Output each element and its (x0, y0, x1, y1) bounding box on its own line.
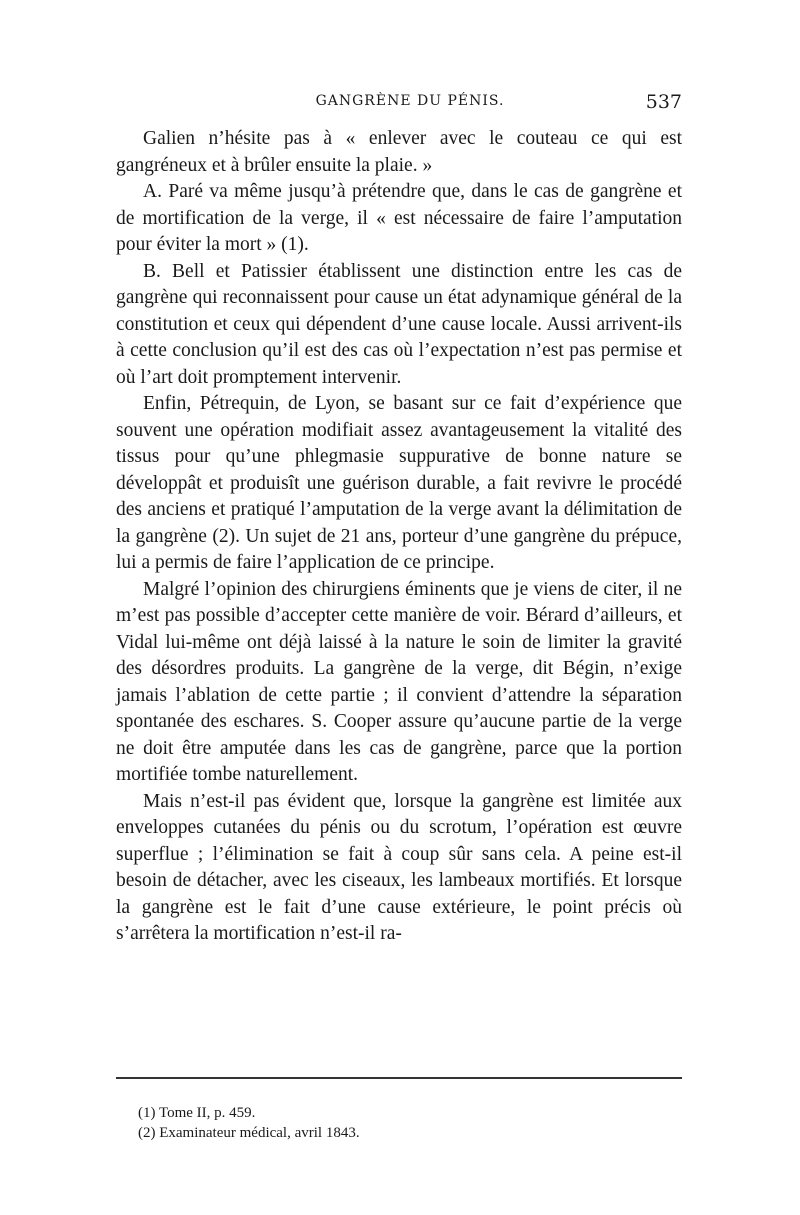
paragraph-petrequin: Enfin, Pétrequin, de Lyon, se basant sur ce fait d’expérience que souvent une opération modifiait assez avantageusement la vitalité des tissus pour qu’une phlegmasie suppurative de bonne nature se développât et produisît une guérison durable, a fait revivre le procédé des anciens et pratiqué l’amputation de la verge avant la délimitation de la gangrène (2). Un sujet de 21 ans, porteur d’une gangrène du prépuce, lui a permis de faire l’application de ce principe. (116, 393, 682, 573)
body-text (116, 126, 682, 948)
footnotes (138, 1103, 678, 1143)
page-number: 537 (645, 91, 682, 113)
paragraph-pare: A. Paré va même jusqu’à prétendre que, dans le cas de gangrène et de mortification de la verge, il « est nécessaire de faire l’amputation pour éviter la mort » (1). (116, 181, 682, 255)
paragraph-galien: Galien n’hésite pas à « enlever avec le couteau ce qui est gangréneux et à brûler ensuite la plaie. » (116, 128, 682, 176)
footnote-1: (1) Tome II, p. 459. (138, 1105, 256, 1121)
running-head: GANGRÈNE DU PÉNIS. (315, 93, 505, 109)
paragraph-bell-patissier: B. Bell et Patissier établissent une distinction entre les cas de gangrène qui reconnaissent pour cause un état adynamique général de la constitution et ceux qui dépendent d’une cause locale. Aussi arrivent-ils à cette conclusion qu’il est des cas où l’expectation n’est pas permise et où l’art doit promptement intervenir. (116, 260, 682, 388)
page-header (116, 93, 682, 117)
footnote-rule (116, 1077, 682, 1079)
footnote-2: (2) Examinateur médical, avril 1843. (138, 1125, 360, 1141)
paragraph-malgre: Malgré l’opinion des chirurgiens éminents que je viens de citer, il ne m’est pas possible d’accepter cette manière de voir. Bérard d’ailleurs, et Vidal lui-même ont déjà laissé à la nature le soin de limiter la gravité des désordres produits. La gangrène de la verge, dit Bégin, n’exige jamais l’ablation de cette partie ; il convient d’attendre la séparation spontanée des eschares. S. Cooper assure qu’aucune partie de la verge ne doit être amputée dans les cas de gangrène, parce que la portion mortifiée tombe naturellement. (116, 578, 682, 785)
paragraph-mais: Mais n’est-il pas évident que, lorsque la gangrène est limitée aux enveloppes cutanées du pénis ou du scrotum, l’opération est œuvre superflue ; l’élimination se fait à coup sûr sans cela. A peine est-il besoin de détacher, avec les ciseaux, les lambeaux mortifiés. Et lorsque la gangrène est le fait d’une cause extérieure, le point précis où s’arrêtera la mortification n’est-il ra- (116, 790, 682, 944)
